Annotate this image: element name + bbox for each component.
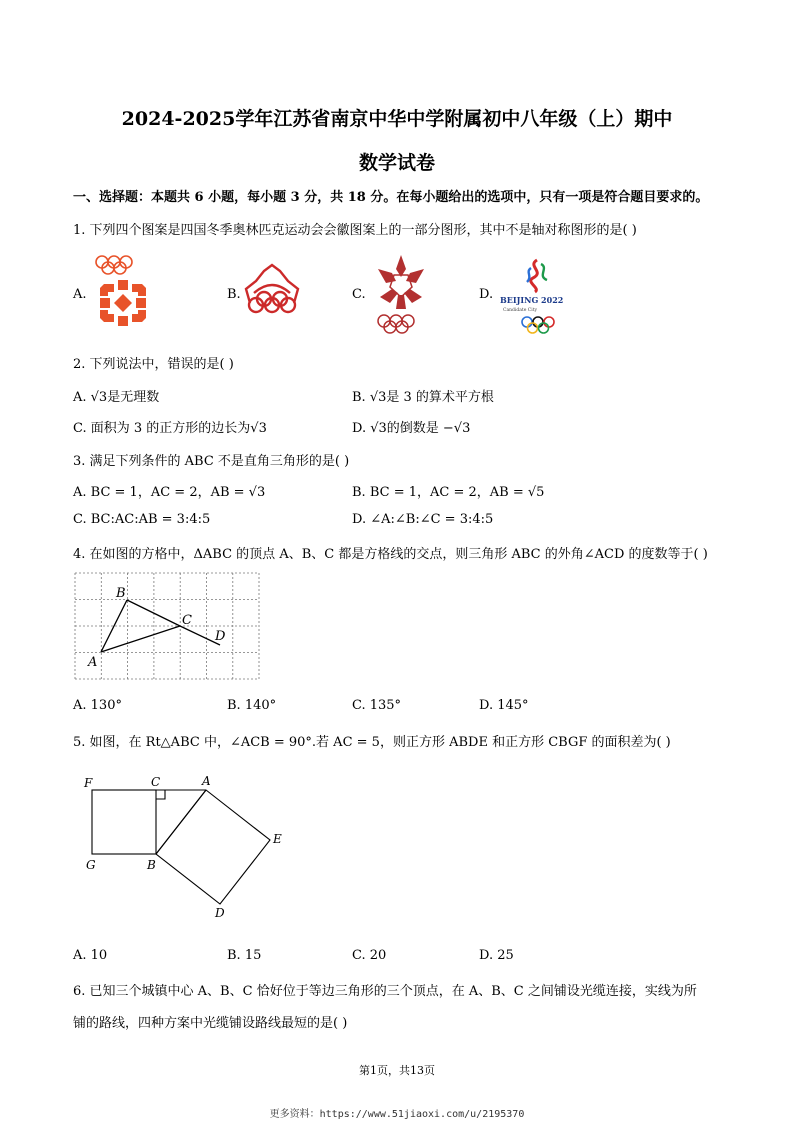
point-label-d: D	[215, 906, 225, 920]
q3-option-b: B. BC = 1，AC = 2，AB = √5	[352, 485, 545, 500]
q5-option-b: B. 15	[227, 948, 262, 963]
q4-option-a: A. 130°	[73, 698, 122, 713]
question-1-stem: 1. 下列四个图案是四国冬季奥林匹克运动会会徽图案上的一部分图形，其中不是轴对称图形的是( )	[73, 223, 637, 238]
source-link[interactable]: 更多资料：https://www.51jiaoxi.com/u/2195370	[269, 1109, 525, 1120]
q2-option-b: B. √3是 3 的算术平方根	[352, 390, 494, 405]
beijing-wordmark: BEIJING 2022	[500, 295, 564, 305]
q1-option-b-label: B.	[227, 287, 241, 302]
question-4-stem: 4. 在如图的方格中，ΔABC 的顶点 A、B、C 都是方格线的交点，则三角形 ABC 的外角∠ACD 的度数等于( )	[73, 547, 708, 562]
point-label-d: D	[215, 629, 226, 644]
q2-option-a: A. √3是无理数	[73, 390, 160, 405]
point-a-label-b: B	[116, 586, 126, 601]
point-label-a: A	[202, 774, 211, 788]
nagano-emblem-image	[372, 253, 430, 335]
q2-option-c: C. 面积为 3 的正方形的边长为√3	[73, 421, 267, 436]
calgary-emblem-image	[242, 263, 302, 321]
question-5-stem: 5. 如图，在 Rt△ABC 中，∠ACB = 90°.若 AC = 5，则正方形 ABDE 和正方形 CBGF 的面积差为( )	[73, 735, 671, 750]
point-label-a: A	[88, 655, 98, 670]
sarajevo-emblem-image	[88, 250, 158, 338]
question-6-line1: 6. 已知三个城镇中心 A、B、C 恰好位于等边三角形的三个顶点，在 A、B、C 之间铺设光缆连接，实线为所	[73, 984, 697, 999]
point-label-e: E	[273, 832, 282, 846]
q1-option-c-label: C.	[352, 287, 366, 302]
squares-figure	[78, 768, 298, 920]
point-label-c: C	[182, 613, 192, 628]
q5-option-d: D. 25	[479, 948, 514, 963]
q4-option-b: B. 140°	[227, 698, 277, 713]
question-6-line2: 铺的路线，四种方案中光缆铺设路线最短的是( )	[73, 1016, 348, 1031]
grid-triangle-figure	[70, 568, 266, 680]
beijing-candidate-text: Candidate City	[503, 308, 538, 313]
question-2-stem: 2. 下列说法中，错误的是( )	[73, 357, 234, 372]
page-subtitle: 数学试卷	[358, 152, 435, 174]
question-3-stem: 3. 满足下列条件的 ABC 不是直角三角形的是( )	[73, 454, 350, 469]
point-label-c: C	[151, 775, 161, 789]
q4-option-c: C. 135°	[352, 698, 402, 713]
page-title: 2024-2025学年江苏省南京中华中学附属初中八年级（上）期中	[121, 108, 673, 130]
q3-option-c: C. BC:AC:AB = 3:4:5	[73, 512, 211, 527]
section-heading: 一、选择题：本题共 6 小题，每小题 3 分，共 18 分。在每小题给出的选项中，只有一项是符合题目要求的。	[73, 190, 709, 205]
q5-option-c: C. 20	[352, 948, 387, 963]
q4-option-d: D. 145°	[479, 698, 529, 713]
point-label-g: G	[86, 858, 96, 872]
page-number: 第1页，共13页	[359, 1064, 435, 1077]
point-label-b: B	[147, 858, 156, 872]
point-label-f: F	[84, 776, 93, 790]
q1-option-d-label: D.	[479, 287, 494, 302]
q1-option-a-label: A.	[73, 287, 87, 302]
q3-option-d: D. ∠A:∠B:∠C = 3:4:5	[352, 512, 494, 527]
q5-option-a: A. 10	[73, 948, 108, 963]
q3-option-a: A. BC = 1，AC = 2，AB = √3	[73, 485, 266, 500]
beijing-2022-emblem-image	[497, 258, 579, 336]
q2-option-d: D. √3的倒数是 −√3	[352, 421, 471, 436]
